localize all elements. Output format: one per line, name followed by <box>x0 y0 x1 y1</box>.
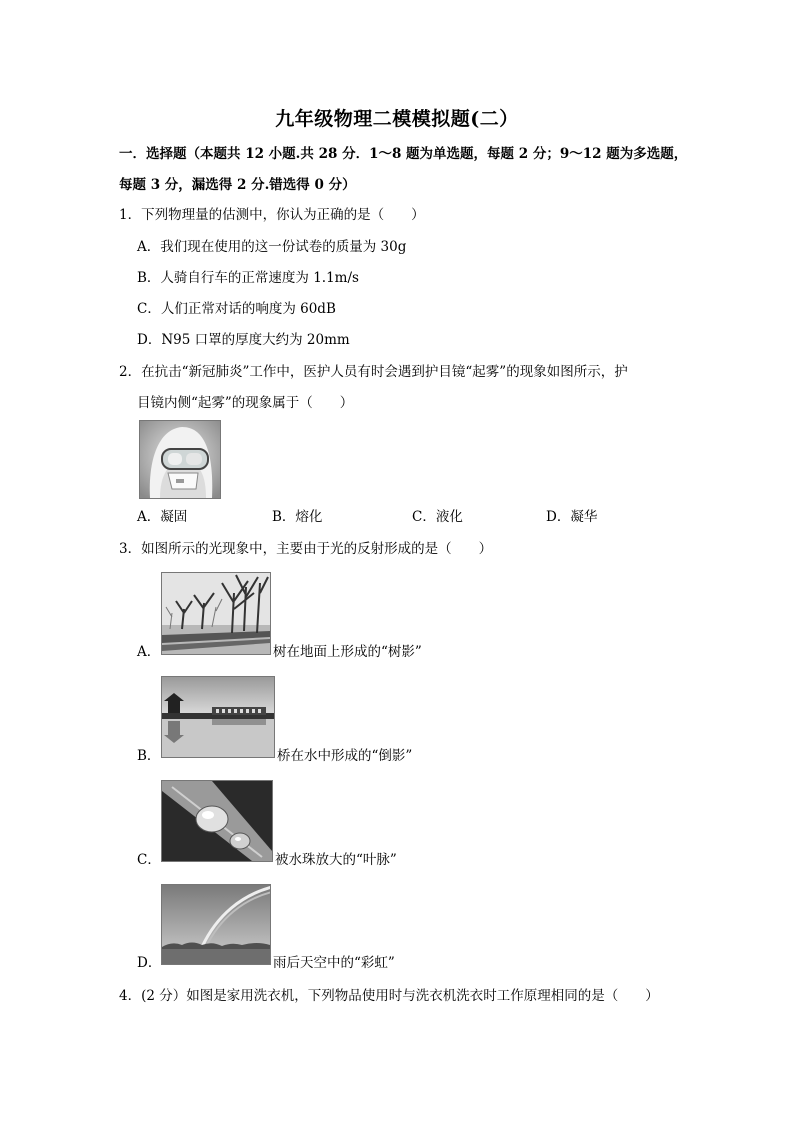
question-2-option-d: D．凝华 <box>546 509 598 525</box>
question-3-option-b-label: B． <box>137 748 161 764</box>
question-3-option-a-label: A． <box>137 644 161 660</box>
section-header-line1: 一．选择题（本题共 12 小题.共 28 分．1～8 题为单选题，每题 2 分；9～12 题为多选题， <box>119 146 688 162</box>
page-title: 九年级物理二模模拟题(二） <box>275 108 519 130</box>
rainbow-photo <box>161 884 271 965</box>
question-3-option-c-label: C． <box>137 852 161 868</box>
question-1-option-b: B．人骑自行车的正常速度为 1.1m/s <box>137 270 359 286</box>
water-drop-leaf-photo <box>161 780 273 862</box>
question-3-option-b-text: 桥在水中形成的“倒影” <box>277 748 413 764</box>
question-1-option-d: D．N95 口罩的厚度大约为 20mm <box>137 332 350 348</box>
question-3-stem: 3．如图所示的光现象中，主要由于光的反射形成的是（ ） <box>119 541 493 557</box>
goggles-photo <box>139 420 221 499</box>
question-3-option-a-text: 树在地面上形成的“树影” <box>273 644 422 660</box>
question-3-option-d-label: D． <box>137 955 162 971</box>
bridge-reflection-photo <box>161 676 275 758</box>
section-header-line2: 每题 3 分，漏选得 2 分.错选得 0 分） <box>119 177 356 193</box>
question-3-option-c-text: 被水珠放大的“叶脉” <box>275 852 397 868</box>
question-1-option-a: A．我们现在使用的这一份试卷的质量为 30g <box>137 239 407 255</box>
question-2-option-c: C．液化 <box>412 509 463 525</box>
question-1-stem: 1．下列物理量的估测中，你认为正确的是（ ） <box>119 207 425 223</box>
question-1-option-c: C．人们正常对话的响度为 60dB <box>137 301 336 317</box>
tree-shadow-photo <box>161 572 271 655</box>
question-2-option-b: B．熔化 <box>272 509 323 525</box>
question-2-stem-line2: 目镜内侧“起雾”的现象属于（ ） <box>137 395 354 411</box>
question-3-option-d-text: 雨后天空中的“彩虹” <box>273 955 395 971</box>
question-4-stem: 4．(2 分）如图是家用洗衣机，下列物品使用时与洗衣机洗衣时工作原理相同的是（ ） <box>119 988 659 1004</box>
question-2-stem-line1: 2．在抗击“新冠肺炎”工作中，医护人员有时会遇到护目镜“起雾”的现象如图所示，护 <box>119 364 628 380</box>
question-2-option-a: A．凝固 <box>137 509 188 525</box>
